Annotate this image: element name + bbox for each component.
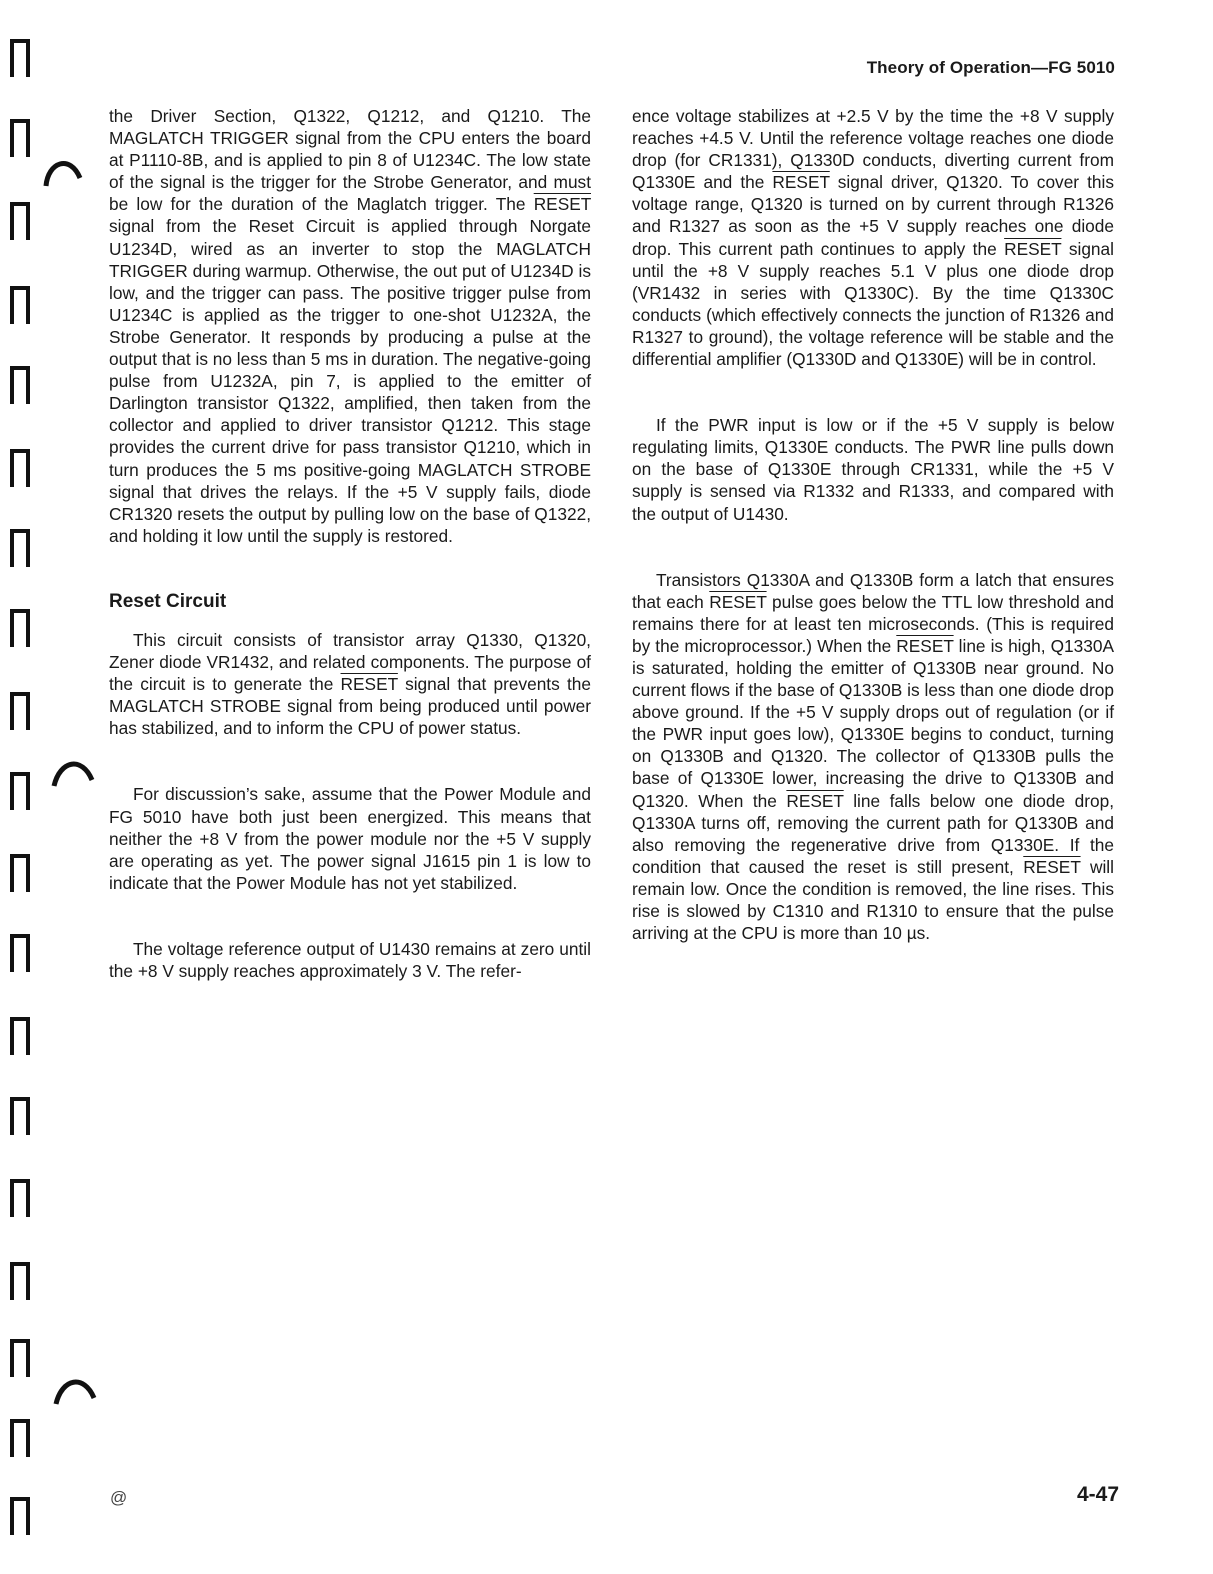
paragraph: Transistors Q1330A and Q1330B form a latch that ensures that each RESET pulse goes below the TTL low threshold and remains there for at least ten microseconds. (This is required by the microprocessor.) When the RESET line is high, Q1330A is saturated, holding the emitter of Q1330B near ground. No current flows if the base of Q1330B is less than one diode drop above ground. If the +5 V supply drops out of regulation (or if the PWR input goes low), Q1330E begins to conduct, turning on Q1330B and Q1320. The collector of Q1330B pulls the base of Q1330E lower, increasing the drive to Q1330B and Q1320. When the RESET line falls below one diode drop, Q1330A turns off, removing the current path for Q1330B and also removing the regenerative drive from Q1330E. If the condition that caused the reset is still present, RESET will remain low. Once the condition is removed, the line rises. This rise is slowed by C1310 and R1310 to ensure that the pulse arriving at the CPU is more than 10 µs. [632,569,1114,944]
binder-tab-mark-icon [8,605,32,649]
footer-symbol: @ [110,1488,128,1507]
paragraph: the Driver Section, Q1322, Q1212, and Q1210. The MAGLATCH TRIGGER signal from the CPU enters the board at P1110-8B, and is applied to pin 8 of U1234C. The low state of the signal is the trigger for the Strobe Generator, and must be low for the duration of the Maglatch trigger. The RESET signal from the Reset Circuit is applied through Norgate U1234D, wired as an inverter to stop the MAGLATCH TRIGGER during warmup. Otherwise, the out put of U1234D is low, and the trigger can pass. The positive trigger pulse from U1234C is applied as the trigger to one-shot U1232A, the Strobe Generator. It responds by producing a pulse at the output that is no less than 5 ms in duration. The negative-going pulse from U1232A, pin 7, is applied to the emitter of Darlington transistor Q1322, amplified, then taken from the collector and applied to driver transistor Q1212. This stage provides the current drive for pass transistor Q1210, which in turn produces the 5 ms positive-going MAGLATCH STROBE signal that drives the relays. If the +5 V supply fails, diode CR1320 resets the output by pulling low on the base of Q1322, and holding it low until the supply is restored. [109,106,591,546]
page-number: 4-47 [1076,1483,1119,1506]
binder-tab-mark-icon [8,445,32,489]
binder-tab-mark-icon [8,1013,32,1057]
binder-tab-mark-icon [8,688,32,732]
binder-tab-mark-icon [8,768,32,812]
binder-tab-mark-icon [8,930,32,974]
binder-tab-mark-icon [8,1415,32,1459]
binder-tab-mark-icon [8,282,32,326]
paragraph: For discussion’s sake, assume that the Power Module and FG 5010 have both just been energized. This means that neither the +8 V from the power module nor the +5 V supply are operating as yet. The power signal J1615 pin 1 is low to indicate that the Power Module has not yet stabilized. [109,784,591,893]
left-column [109,105,591,982]
paragraph: This circuit consists of transistor array Q1330, Q1320, Zener diode VR1432, and related components. The purpose of the circuit is to generate the RESET signal that prevents the MAGLATCH STROBE signal from being produced until power has stabilized, and to inform the CPU of power status. [109,629,591,739]
running-header: Theory of Operation—FG 5010 [866,58,1115,77]
binder-tab-mark-icon [8,35,32,79]
binder-tab-mark-icon [8,1335,32,1379]
binder-tab-mark-icon [8,850,32,894]
paragraph: If the PWR input is low or if the +5 V supply is below regulating limits, Q1330E conducts. The PWR line pulls down on the base of Q1330E through CR1331, while the +5 V supply is sensed via R1332 and R1333, and compared with the output of U1430. [632,415,1114,524]
punch-hole-arc-icon [40,150,86,190]
binder-tab-mark-icon [8,115,32,159]
binder-tab-mark-icon [8,1175,32,1219]
paragraph: The voltage reference output of U1430 remains at zero until the +8 V supply reaches approximately 3 V. The refer- [109,938,591,981]
binder-tab-mark-icon [8,525,32,569]
binder-tab-mark-icon [8,362,32,406]
section-heading: Reset Circuit [109,590,227,612]
binder-tab-mark-icon [8,198,32,242]
paragraph: ence voltage stabilizes at +2.5 V by the time the +8 V supply reaches +4.5 V. Until the reference voltage reaches one diode drop (for CR1331), Q1330D conducts, diverting current from Q1330E and the RESET signal driver, Q1320. To cover this voltage range, Q1320 is turned on by current through R1326 and R1327 as soon as the +5 V supply reaches one diode drop. This current path continues to apply the RESET signal until the +8 V supply reaches 5.1 V plus one diode drop (VR1432 in series with Q1330C). By the time Q1330C conducts (which effectively connects the junction of R1326 and R1327 to ground), the voltage reference will be stable and the differential amplifier (Q1330D and Q1330E) will be in control. [632,106,1114,370]
right-column [632,105,1114,944]
binder-tab-mark-icon [8,1493,32,1537]
binder-tab-mark-icon [8,1093,32,1137]
punch-hole-arc-icon [52,1370,98,1410]
binder-tab-mark-icon [8,1258,32,1302]
punch-hole-arc-icon [50,752,96,792]
